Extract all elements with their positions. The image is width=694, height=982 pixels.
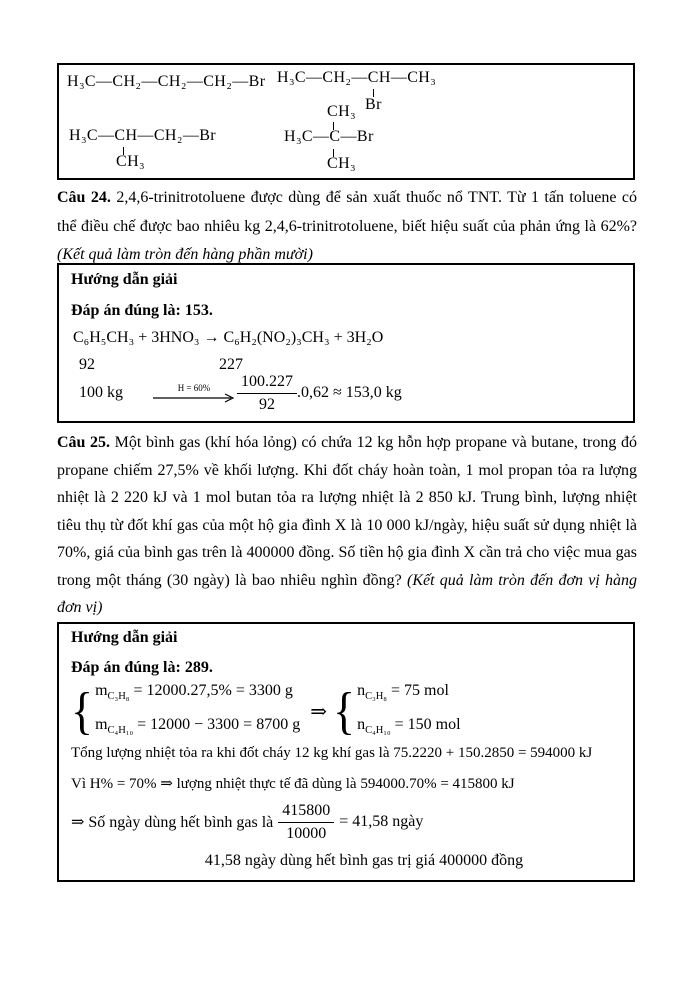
question-25 [57,429,637,622]
question-25-note: (Kết quả làm tròn đến đơn vị hàng đơn vị) [57,571,638,616]
arrow-line-icon [153,393,235,403]
solution-25-heading: Hướng dẫn giải [71,629,178,646]
mole-propane-value: = 75 mol [386,681,449,699]
var-n: n [357,716,366,733]
sub-c4h10: C₄H₁₀ [365,725,391,737]
question-24-text: 2,4,6-trinitrotoluene được dùng để sản xuất thuốc nổ TNT. Từ 1 tấn toluene có thể điều chế được bao nhiêu kg 2,4,6-trinitrotoluene, biết hiệu suất của phản ứng là 62%? [57,189,638,235]
chemical-structures-box [57,63,635,180]
question-25-text: Một bình gas (khí hóa lỏng) có chứa 12 kg hỗn hợp propane và butane, trong đó propane chiếm 27,5% về khối lượng. Khi đốt cháy hoàn toàn, 1 mol propan tỏa ra lượng nhiệt là 2 220 kJ và 1 mol butan tỏa ra lượng nhiệt là 2 850 kJ. Trung bình, lượng nhiệt tiêu thụ từ đốt khí gas của một hộ gia đình X là 10 000 kJ/ngày, hiệu suất sử dụng nhiệt là 70%, giá của bình gas trên là 400000 đồng. Số tiền hộ gia đình X cần trả cho việc mua gas trong một tháng (30 ngày) là bao nhiêu nghìn đồng? [57,434,637,589]
structure-1-bromobutane: H₃C—CH₂—CH₂—CH₂—Br [67,73,266,90]
sub-c3h8: C₃H₈ [365,691,387,702]
structure-2-bromo-2-methylpropane-bottom-methyl: CH₃ [327,155,357,172]
solution-box-25 [57,622,635,882]
solution-25-total-heat-line: Tổng lượng nhiệt tỏa ra khi đốt cháy 12 kg khí gas là 75.2220 + 150.2850 = 594000 kJ [71,745,593,761]
solution-25-closing-line: 41,58 ngày dùng hết bình gas trị giá 400000 đồng [204,852,524,869]
days-fraction [278,801,334,842]
var-m: m [95,716,108,733]
structure-1-bromo-2-methylpropane-branch: CH₃ [116,153,146,170]
solution-24-calculation [73,370,402,416]
question-24 [57,184,637,270]
calc-input-mass: 100 kg [79,384,123,401]
fraction-denominator: 92 [259,395,275,413]
mass-system [95,680,300,742]
structure-2-bromobutane-branch: Br [365,96,382,113]
calc-result: .0,62 ≈ 153,0 kg [297,384,402,401]
question-24-label: Câu 24. [57,189,111,206]
solution-box-24 [57,263,635,423]
structure-2-bromobutane: H₃C—CH₂—CH—CH₃ [277,69,437,86]
structure-2-bromo-2-methylpropane: H₃C—C—Br [284,128,374,145]
var-n: n [357,681,366,699]
var-m: m [95,681,108,699]
left-brace: { [71,681,94,739]
sub-c3h8: C₃H₈ [107,691,130,702]
solution-25-answer: Đáp án đúng là: 289. [71,659,213,676]
sub-c4h10: C₄H₁₀ [107,725,134,737]
reaction-yield-label: H = 60% [177,383,211,393]
question-24-note: (Kết quả làm tròn đến hàng phần mười) [57,246,313,263]
molar-mass-tnt: 227 [219,356,243,373]
structure-1-bromo-2-methylpropane: H₃C—CH—CH₂—Br [69,127,217,144]
reaction-yield-arrow [153,383,235,403]
mass-propane-value: = 12000.27,5% = 3300 g [129,681,293,699]
fraction-numerator: 100.227 [237,372,297,393]
mole-butane-value: = 150 mol [390,716,461,733]
days-calc-text: ⇒ Số ngày dùng hết bình gas là [71,814,274,831]
molar-mass-toluene: 92 [79,356,95,373]
mass-propane-line [95,680,300,708]
solution-25-efficiency-line: Vì H% = 70% ⇒ lượng nhiệt thực tế đã dùng là 594000.70% = 415800 kJ [71,776,515,792]
implies-arrow: ⇒ [310,700,327,723]
left-brace: { [332,681,356,739]
mole-propane-line [357,680,461,708]
mass-butane-line [95,714,300,742]
fraction-denominator: 10000 [286,824,327,842]
solution-24-answer: Đáp án đúng là: 153. [71,302,213,319]
solution-25-mass-mole-system [71,680,461,742]
mole-butane-line [357,714,461,742]
calc-fraction [237,372,297,413]
question-25-label: Câu 25. [57,434,111,451]
solution-24-heading: Hướng dẫn giải [71,271,178,288]
days-calc-result: = 41,58 ngày [339,813,424,830]
solution-24-reaction-equation: C₆H₅CH₃ + 3HNO₃ → C₆H₂(NO₂)₃CH₃ + 3H₂O [73,329,384,346]
solution-25-days-calculation [71,797,423,847]
mole-system [357,680,461,742]
mass-butane-value: = 12000 − 3300 = 8700 g [133,716,301,733]
structure-2-bromo-2-methylpropane-top-methyl: CH₃ [327,103,357,120]
fraction-numerator: 415800 [278,801,334,822]
